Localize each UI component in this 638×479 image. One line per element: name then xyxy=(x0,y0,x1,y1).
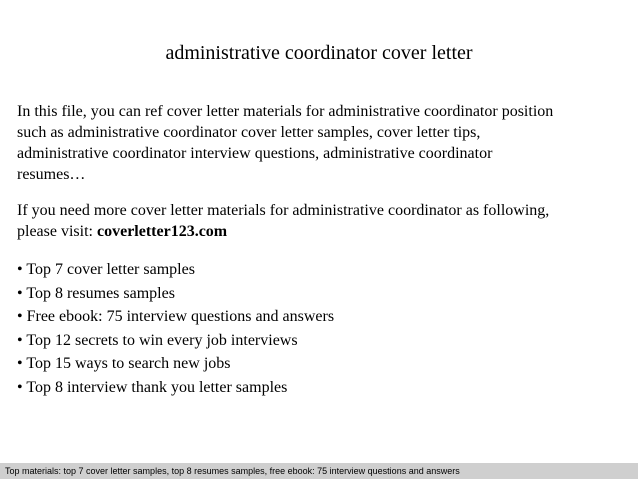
visit-prefix: please visit: xyxy=(17,223,97,240)
intro-line: administrative coordinator interview questions, administrative coordinator xyxy=(17,145,493,162)
intro-line: In this file, you can ref cover letter materials for administrative coordinator position xyxy=(17,103,554,120)
intro-paragraph xyxy=(17,101,627,185)
coverletter-link[interactable]: coverletter123.com xyxy=(96,223,228,240)
list-item: • Top 15 ways to search new jobs xyxy=(17,355,231,372)
footer-bar xyxy=(0,463,638,479)
list-item: • Top 7 cover letter samples xyxy=(17,261,195,278)
list-item: • Top 8 interview thank you letter samples xyxy=(17,378,288,396)
list-item: • Top 8 resumes samples xyxy=(17,284,175,302)
list-item: • Free ebook: 75 interview questions and answers xyxy=(17,308,335,325)
footer-text: Top materials: top 7 cover letter samples, top 8 resumes samples, free ebook: 75 interview questions and answers xyxy=(5,466,460,476)
document-body xyxy=(17,101,627,400)
visit-line xyxy=(17,221,627,242)
intro-line: such as administrative coordinator cover letter samples, cover letter tips, xyxy=(17,124,481,141)
intro-line: resumes… xyxy=(17,166,86,183)
page-title: administrative coordinator cover letter xyxy=(165,42,473,64)
more-info-paragraph xyxy=(17,200,627,242)
list-item: • Top 12 secrets to win every job interviews xyxy=(17,331,298,349)
more-info-line: If you need more cover letter materials for administrative coordinator as following, xyxy=(17,202,550,219)
materials-list xyxy=(17,259,627,398)
